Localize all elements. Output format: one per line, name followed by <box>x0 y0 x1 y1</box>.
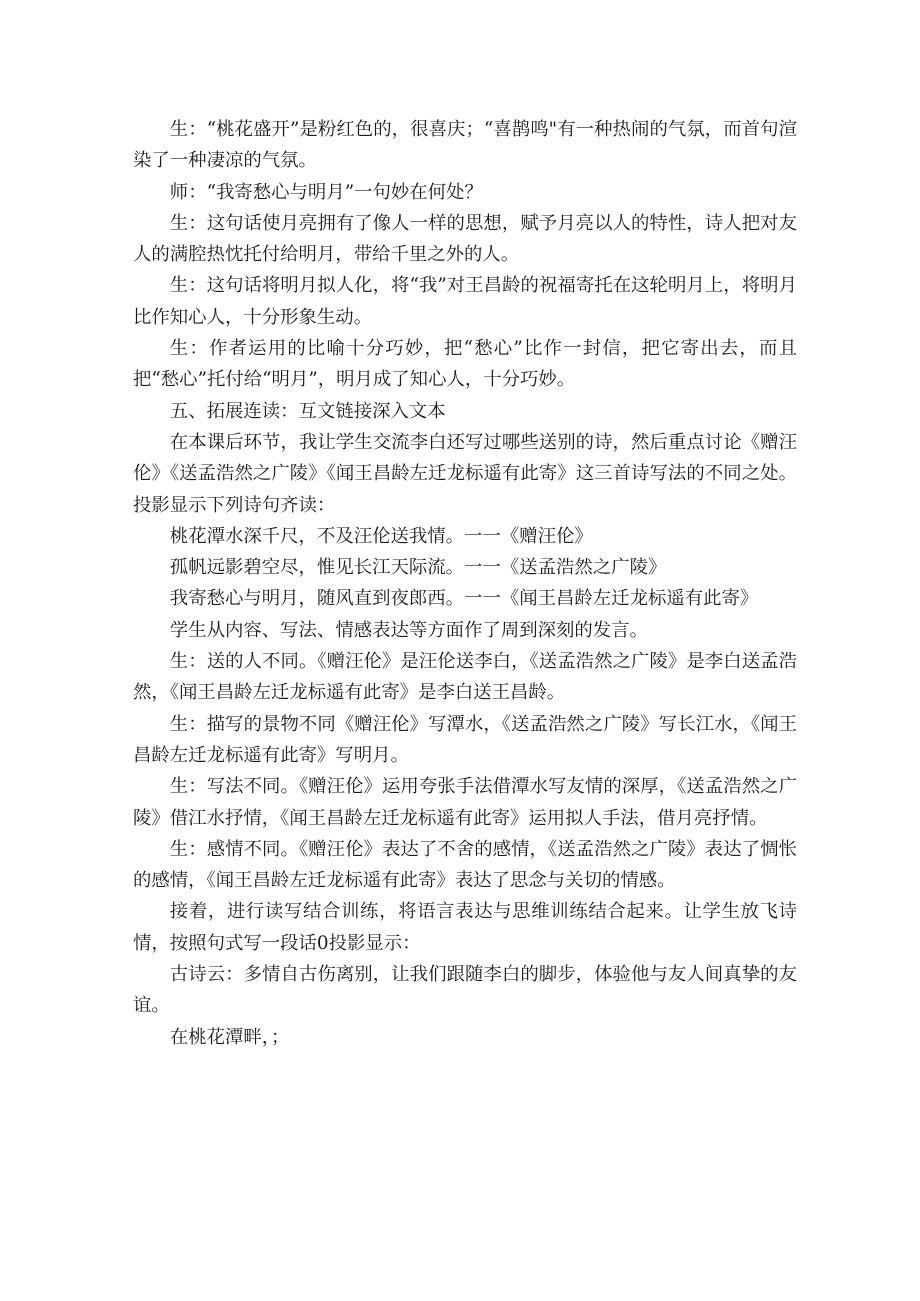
paragraph-extended-reading-intro: 在本课后环节，我让学生交流李白还写过哪些送别的诗，然后重点讨论《赠汪伦》《送孟浩然之广陵》《闻王昌龄左迁龙标遥有此寄》这三首诗写法的不同之处。投影显示下列诗句齐读： <box>133 431 797 516</box>
poem-line-zeng-wang-lun: 桃花潭水深千尺，不及汪伦送我情。一一《赠汪伦》 <box>169 525 593 547</box>
paragraph-student-answer-different-technique: 生：写法不同。《赠汪伦》运用夸张手法借潭水写友情的深厚，《送孟浩然之广陵》借江水抒情，《闻王昌龄左迁龙标遥有此寄》运用拟人手法，借月亮抒情。 <box>133 776 797 829</box>
paragraph-student-answer-different-people: 生：送的人不同。《赠汪伦》是汪伦送李白，《送孟浩然之广陵》是李白送孟浩然，《闻王昌龄左迁龙标遥有此寄》是李白送王昌龄。 <box>133 651 797 704</box>
section-heading-extended-reading: 五、拓展连读：互文链接深入文本 <box>169 400 446 422</box>
paragraph-reading-writing-training: 接着，进行读写结合训练，将语言表达与思维训练结合起来。让学生放飞诗情，按照句式写一段话0投影显示： <box>133 901 797 954</box>
poem-line-song-meng-haoran: 孤帆远影碧空尽，惟见长江天际流。一一《送孟浩然之广陵》 <box>169 557 667 579</box>
paragraph-student-answer-metaphor: 生：作者运用的比喻十分巧妙，把“愁心”比作一封信，把它寄出去，而且把“愁心”托付给“明月”，明月成了知心人，十分巧妙。 <box>133 338 797 391</box>
poem-line-wen-wang-changling: 我寄愁心与明月，随风直到夜郎西。一一《闻王昌龄左迁龙标遥有此寄》 <box>169 588 759 610</box>
paragraph-student-answer-different-emotion: 生：感情不同。《赠汪伦》表达了不舍的感情，《送孟浩然之广陵》表达了惆怅的感情，《闻王昌龄左迁龙标遥有此寄》表达了思念与关切的情感。 <box>133 838 797 892</box>
paragraph-student-answer-different-scenery: 生：描写的景物不同《赠汪伦》写潭水，《送孟浩然之广陵》写长江水，《闻王昌龄左迁龙标遥有此寄》写明月。 <box>133 713 797 766</box>
paragraph-sentence-prompt: 在桃花潭畔，； <box>169 1026 290 1048</box>
paragraph-student-answer-peach-blossom: 生：“桃花盛开”是粉红色的，很喜庆；“喜鹊鸣"有一种热闹的气氛，而首句渲染了一种凄凉的气氛。 <box>133 119 797 172</box>
paragraph-student-answer-moon-thought: 生：这句话使月亮拥有了像人一样的思想，赋予月亮以人的特性，诗人把对友人的满腔热忱托付给明月，带给千里之外的人。 <box>133 212 797 266</box>
document-body <box>133 114 797 1053</box>
paragraph-student-answer-personification: 生：这句话将明月拟人化，将“我”对王昌龄的祝福寄托在这轮明月上，将明月比作知心人，十分形象生动。 <box>133 275 797 328</box>
paragraph-ancient-poem-quote: 古诗云：多情自古伤离别，让我们跟随李白的脚步，体验他与友人间真挚的友谊。 <box>133 964 797 1017</box>
paragraph-teacher-question: 师：“我寄愁心与明月”一句妙在何处？ <box>169 181 483 203</box>
paragraph-student-discussion-summary: 学生从内容、写法、情感表达等方面作了周到深刻的发言。 <box>169 619 648 641</box>
